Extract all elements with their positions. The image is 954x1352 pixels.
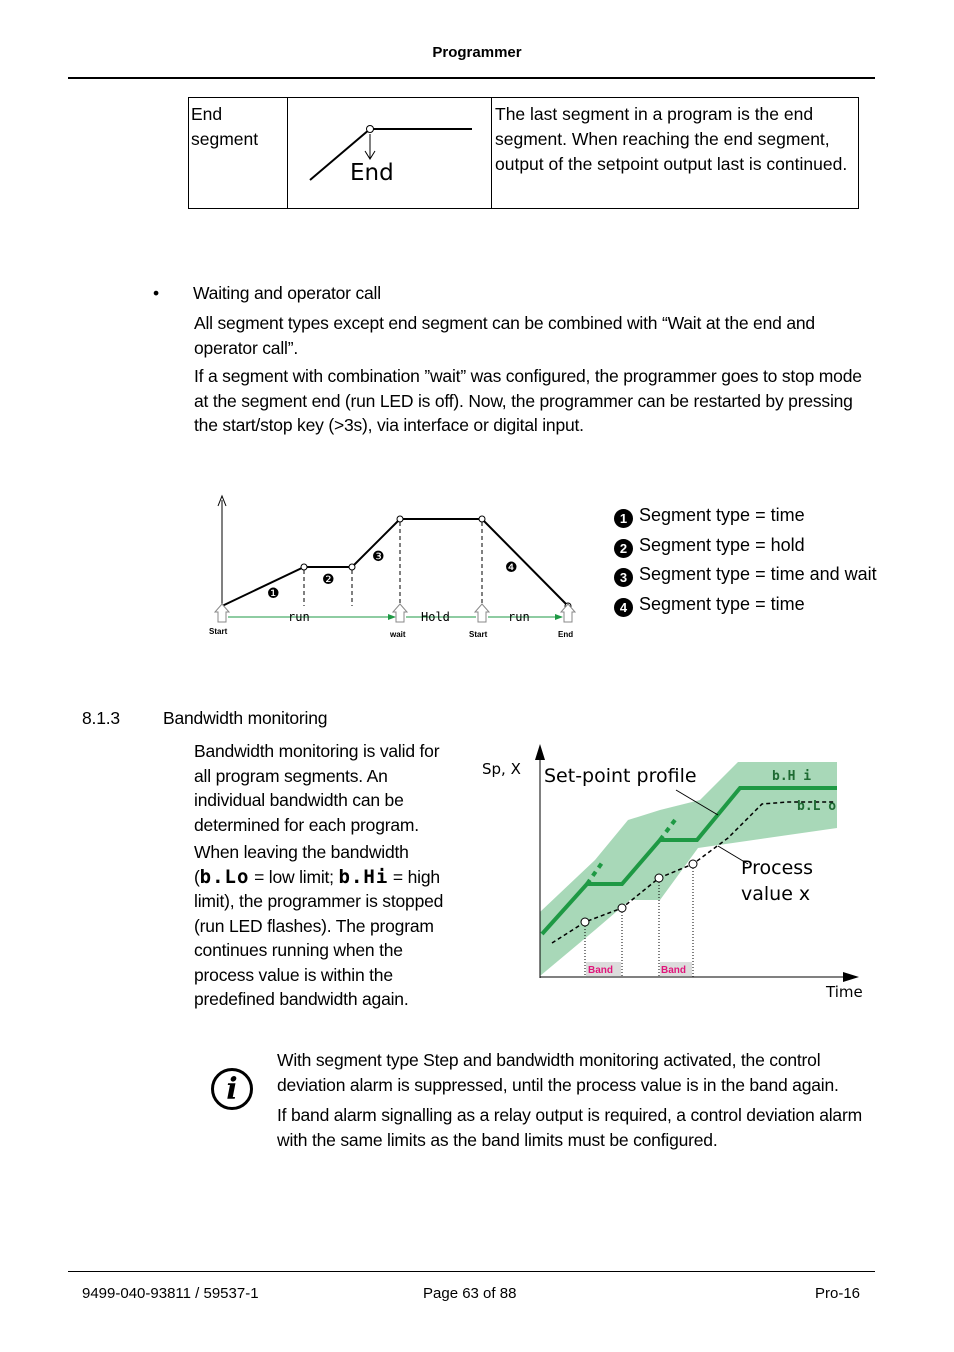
bhi-code: b.Hi [338, 865, 389, 888]
label-start2: Start [469, 630, 488, 639]
label-run2: run [508, 610, 530, 624]
info-icon: i [211, 1068, 253, 1110]
wait-arrow-icon [393, 604, 407, 622]
marker-1: ❶ [267, 586, 280, 602]
process-label-1: Process [741, 857, 814, 879]
waiting-para1: All segment types except end segment can be combined with “Wait at the end and operator call”. [194, 313, 815, 358]
timeline-arrow-1 [388, 614, 396, 620]
end-point [367, 126, 374, 133]
end-segment-description: The last segment in a program is the end segment. When reaching the end segment, output of the setpoint output last is continued. [492, 98, 859, 209]
end-segment-graphic-cell [288, 98, 492, 209]
legend-number: 4 [614, 598, 633, 617]
pv-point-1 [581, 918, 589, 926]
pv-point-4 [689, 860, 697, 868]
blo-label: b.L o [797, 799, 837, 814]
point-1 [301, 564, 307, 570]
footer-page: Page 63 of 88 [423, 1285, 517, 1302]
band-label-2: Band [661, 965, 686, 976]
para2-a: When leaving the bandwidth ( [194, 842, 409, 887]
y-axis-label: Sp, X [482, 760, 521, 778]
page-header-title: Programmer [432, 44, 522, 61]
waiting-title: Waiting and operator call [193, 283, 381, 303]
legend-text: Segment type = hold [639, 534, 805, 555]
end-segment-graphic [288, 98, 491, 208]
bandwidth-para2 [194, 840, 456, 1012]
segment-diagram [200, 490, 590, 645]
legend-number: 3 [614, 568, 633, 587]
bandwidth-diagram [478, 740, 873, 1005]
timeline-arrow-2 [555, 614, 563, 620]
label-start1: Start [209, 627, 228, 636]
legend-number: 1 [614, 509, 633, 528]
x-axis-label: Time [826, 983, 863, 1001]
start2-arrow-icon [475, 604, 489, 622]
section-number: 8.1.3 [82, 708, 120, 728]
footer-doc-id: 9499-040-93811 / 59537-1 [82, 1285, 259, 1302]
note-para1: With segment type Step and bandwidth monitoring activated, the control deviation alarm is suppressed, until the process value is in the band again. [277, 1050, 839, 1095]
legend-item-4 [614, 590, 877, 620]
waiting-para2: If a segment with combination ”wait” was configured, the programmer goes to stop mode at the segment end (run LED is off). Now, the programmer can be restarted by pressing the start/stop key (>3s), via interface or digital input. [194, 366, 862, 435]
note-para2: If band alarm signalling as a relay output is required, a control deviation alarm with the same limits as the band limits must be configured. [277, 1105, 862, 1150]
bhi-label: b.H i [772, 769, 812, 784]
x-axis-arrowhead [843, 972, 859, 982]
pv-point-2 [618, 904, 626, 912]
legend-item-2 [614, 531, 877, 561]
para2-b: = low limit; [249, 866, 339, 887]
pv-point-3 [655, 874, 663, 882]
legend-item-3 [614, 560, 877, 590]
legend-text: Segment type = time and wait [639, 564, 877, 584]
end-arrow-icon [561, 604, 575, 622]
y-axis-arrowhead [535, 744, 545, 760]
label-hold: Hold [421, 610, 450, 624]
end-segment-table [188, 97, 859, 209]
marker-2: ❷ [322, 572, 335, 588]
end-segment-label: End segment [189, 98, 288, 209]
legend-text: Segment type = time [639, 505, 805, 525]
legend-item-1 [614, 501, 877, 531]
section-title: Bandwidth monitoring [163, 708, 328, 728]
start-arrow-icon [215, 604, 229, 622]
end-graphic-text: End [350, 160, 394, 186]
marker-4: ❹ [505, 560, 518, 576]
blo-code: b.Lo [199, 865, 250, 888]
legend-number: 2 [614, 539, 633, 558]
point-4 [479, 516, 485, 522]
process-label-2: value x [741, 883, 811, 905]
label-end: End [558, 630, 574, 639]
segment-legend [614, 501, 877, 619]
point-2 [349, 564, 355, 570]
point-3 [397, 516, 403, 522]
band-label-1: Band [588, 965, 613, 976]
bullet: • [153, 283, 159, 303]
label-wait: wait [390, 630, 406, 639]
label-run1: run [288, 610, 310, 624]
header-rule [68, 77, 875, 79]
footer-code: Pro-16 [815, 1285, 861, 1302]
setpoint-label: Set-point profile [544, 765, 697, 787]
bandwidth-para1: Bandwidth monitoring is valid for all program segments. An individual bandwidth can be determined for each program. [194, 741, 440, 835]
legend-text: Segment type = time [639, 593, 805, 614]
marker-3: ❸ [372, 549, 385, 565]
para2-c: = high limit), the programmer is stopped (run LED flashes). The program continues running when the process value is within the predefined bandwidth again. [194, 866, 444, 1009]
footer-rule [68, 1271, 875, 1272]
